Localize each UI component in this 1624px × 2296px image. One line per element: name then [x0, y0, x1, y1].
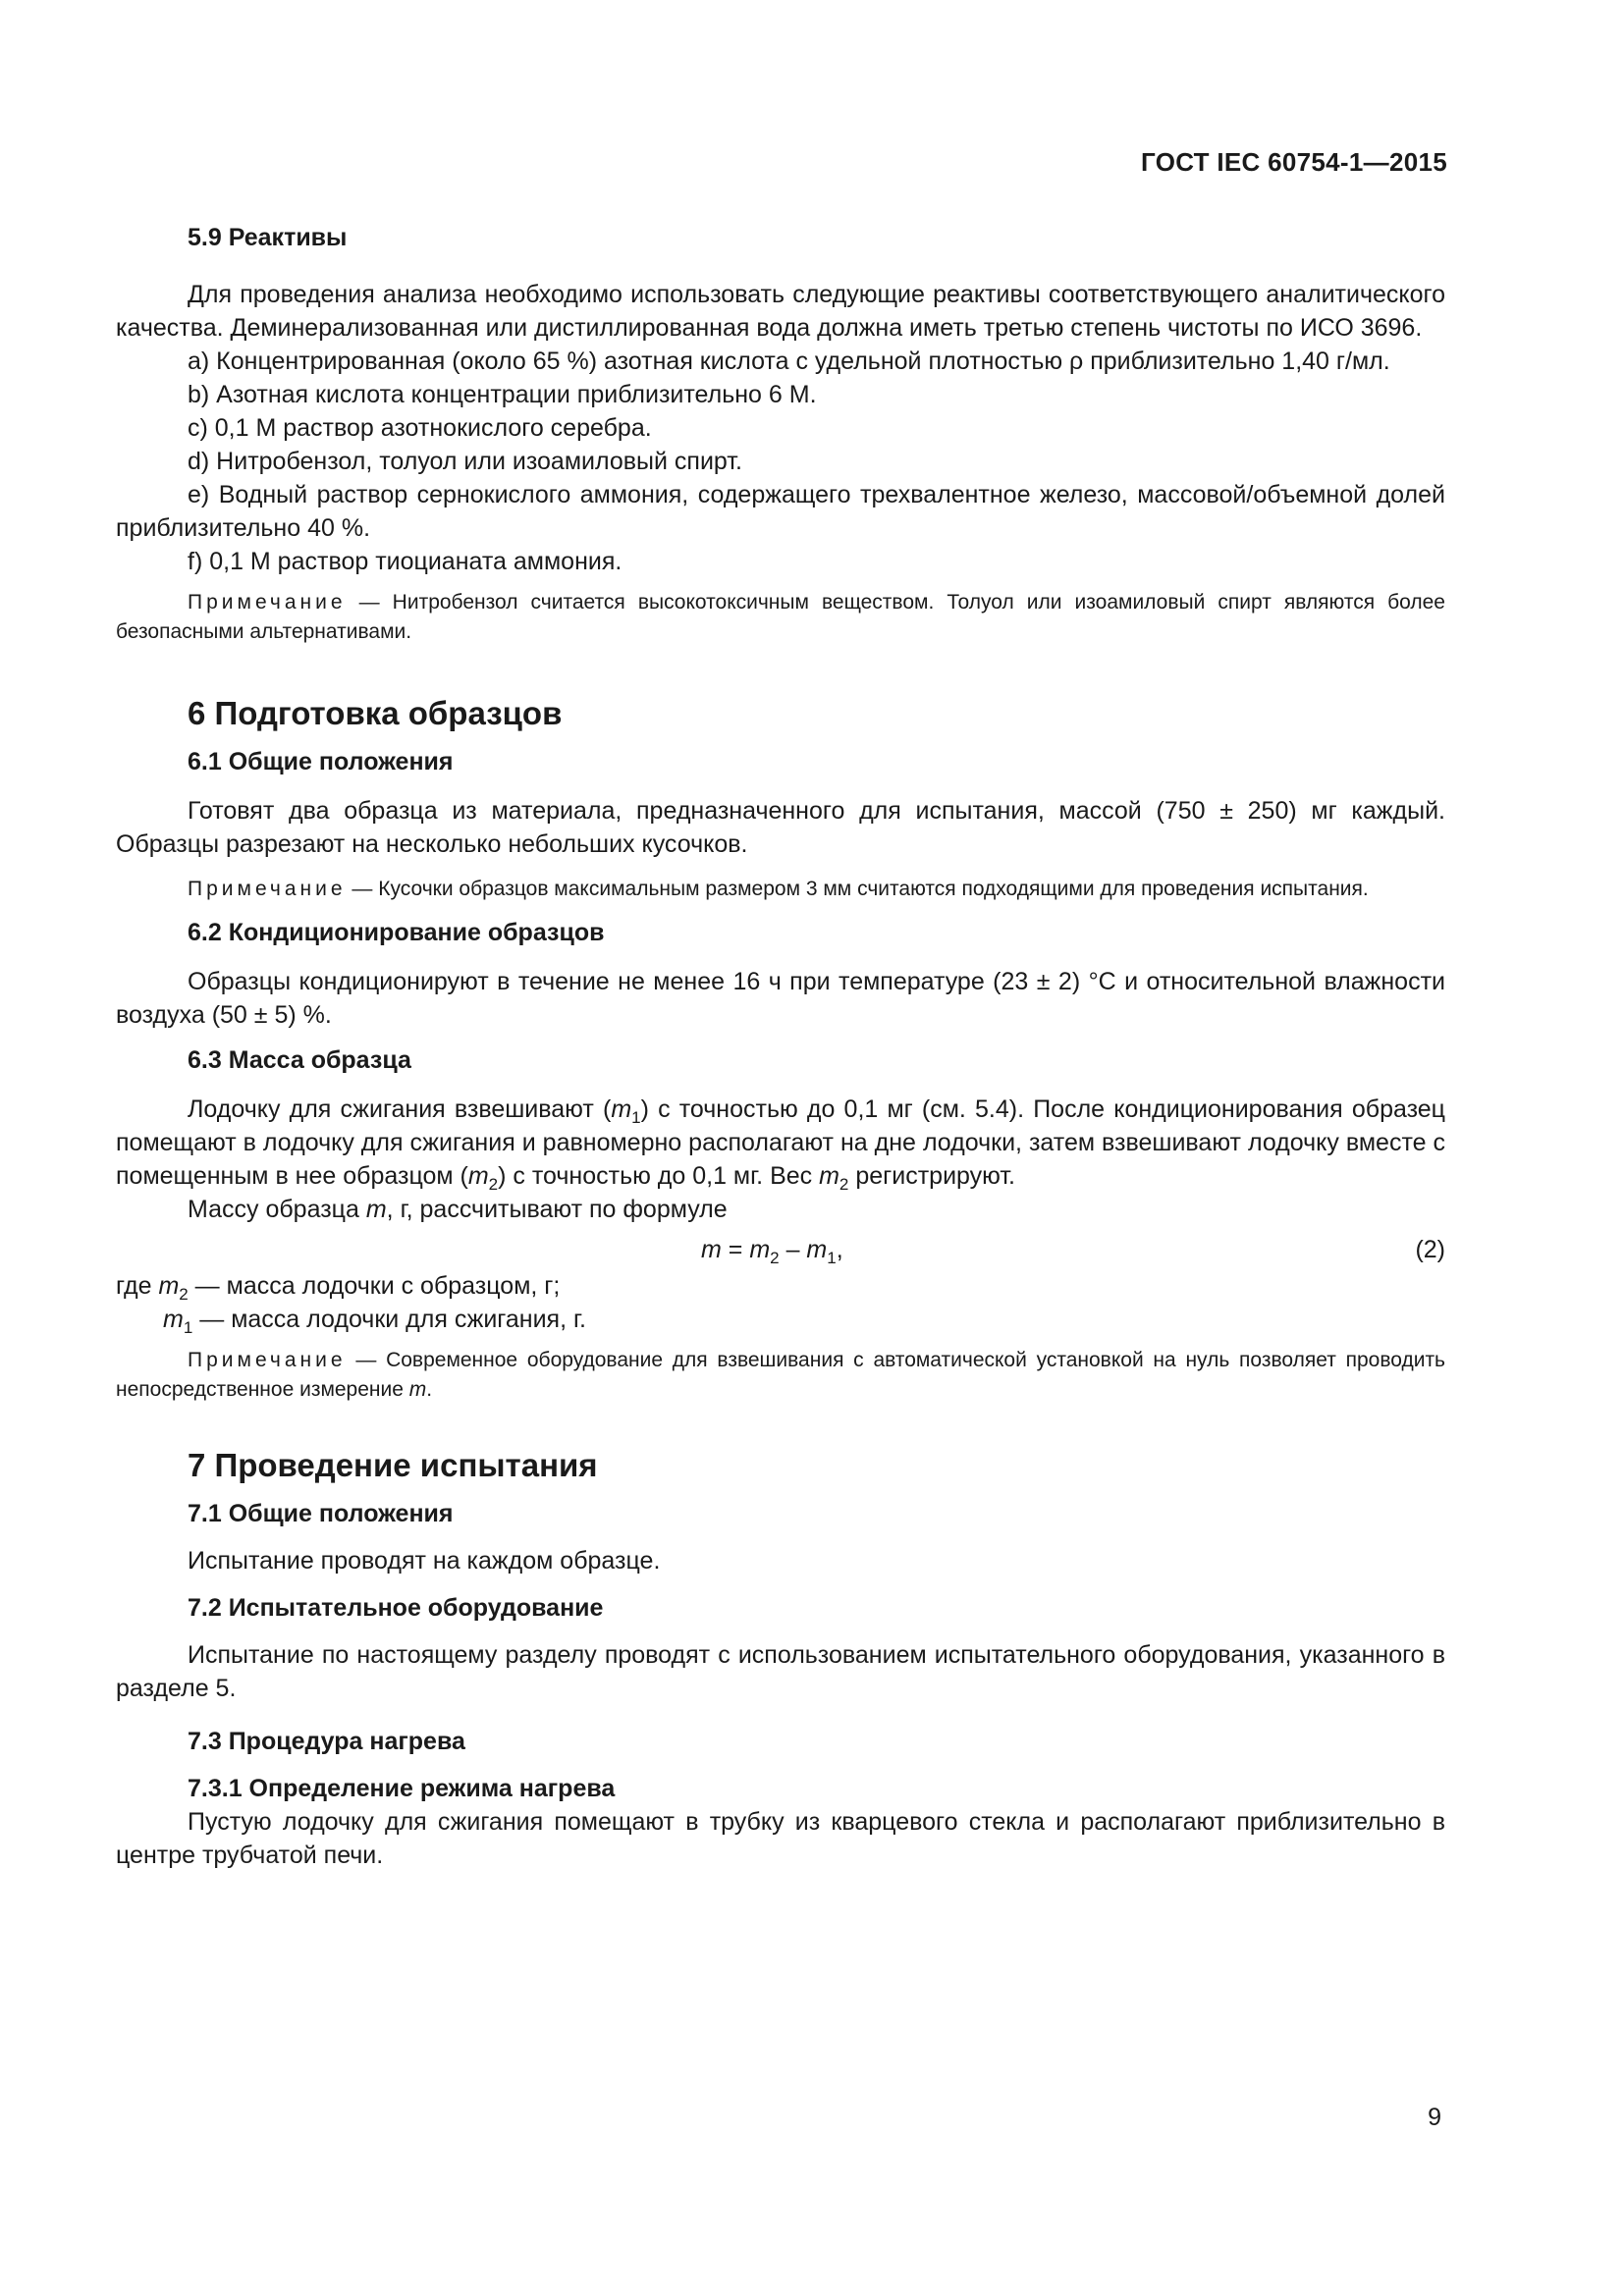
note-text: — Нитробензол считается высокотоксичным веществом. Толуол или изоамиловый спирт являются более безопасными альтернативами. [116, 591, 1445, 643]
reagent-item-d: d) Нитробензол, толуол или изоамиловый спирт. [188, 448, 742, 475]
reagent-item-b: b) Азотная кислота концентрации приблизительно 6 М. [188, 381, 817, 408]
note-label: Примечание [188, 878, 347, 900]
section-7-2-text: Испытание по настоящему разделу проводят с использованием испытательного оборудования, указанного в разделе 5. [116, 1641, 1445, 1702]
section-6-3-title: 6.3 Масса образца [188, 1046, 411, 1074]
document-code: ГОСТ IEC 60754-1—2015 [1141, 147, 1447, 177]
section-7-1-text: Испытание проводят на каждом образце. [188, 1547, 661, 1575]
reagent-item-e: e) Водный раствор сернокислого аммония, содержащего трехвалентное железо, массовой/объемной долей приблизительно 40 %. [116, 481, 1445, 542]
section-6-2-title: 6.2 Кондиционирование образцов [188, 919, 605, 946]
reagent-item-c: c) 0,1 М раствор азотнокислого серебра. [188, 414, 652, 442]
page-number: 9 [1428, 2104, 1441, 2131]
reagent-item-f: f) 0,1 М раствор тиоцианата аммония. [188, 548, 623, 575]
section-6-1-title: 6.1 Общие положения [188, 748, 454, 775]
formula-number: (2) [1415, 1236, 1445, 1263]
formula-where-m2: где $m_2$ — масса лодочки с образцом, г; [116, 1272, 561, 1304]
page-content [116, 221, 1445, 1872]
note-text: — Кусочки образцов максимальным размером 3 мм считаются подходящими для проведения испытания. [352, 878, 1369, 900]
reagent-item-a: a) Концентрированная (около 65 %) азотная кислота с удельной плотностью ρ приблизительно 1,40 г/мл. [188, 347, 1390, 375]
section-7-3-title: 7.3 Процедура нагрева [188, 1728, 465, 1755]
section-7-2-title: 7.2 Испытательное оборудование [188, 1594, 604, 1622]
note-label: Примечание [188, 1349, 347, 1371]
section-6-2-text: Образцы кондиционируют в течение не менее 16 ч при температуре (23 ± 2) °С и относительной влажности воздуха (50 ± 5) %. [116, 968, 1445, 1029]
section-7-3-1-text: Пустую лодочку для сжигания помещают в трубку из кварцевого стекла и располагают приблизительно в центре трубчатой печи. [116, 1808, 1445, 1869]
note-text: — Современное оборудование для взвешивания с автоматической установкой на нуль позволяет проводить непосредственное измерение [116, 1349, 1446, 1401]
section-5-9-title: 5.9 Реактивы [188, 224, 348, 251]
section-7-title: 7 Проведение испытания [188, 1447, 598, 1483]
formula-expression: $m = m_2 - m_1$, [701, 1236, 843, 1267]
section-7-3-1-title: 7.3.1 Определение режима нагрева [188, 1775, 616, 1802]
section-6-3-paragraph-2: Массу образца m, г, рассчитывают по формуле [188, 1196, 728, 1223]
section-6-1-text: Готовят два образца из материала, предназначенного для испытания, массой (750 ± 250) мг каждый. Образцы разрезают на несколько небольших кусочков. [116, 797, 1445, 858]
note-label: Примечание [188, 591, 347, 614]
section-6-title: 6 Подготовка образцов [188, 695, 563, 731]
section-5-9-intro: Для проведения анализа необходимо использовать следующие реактивы соответствующего аналитического качества. Деминерализованная или дистиллированная вода должна иметь третью степень чистоты по ИСО 3696. [116, 281, 1445, 342]
section-6-3-paragraph-1: Лодочку для сжигания взвешивают $(m_1)$ с точностью до 0,1 мг (см. 5.4). После кондиционирования образец помещают в лодочку для сжигания и равномерно располагают на дне лодочки, затем взвешивают лодочку вместе с помещенным в нее образцом $(m_2)$ с точностью до 0,1 мг. Вес $m_2$ регистрируют. [116, 1095, 1445, 1194]
section-6-3-note: Примечание — Современное оборудование для взвешивания с автоматической установкой на нуль позволяет проводить непосредственное измерение m. [116, 1349, 1446, 1401]
section-5-9-note [116, 588, 1445, 647]
formula-2 [116, 1230, 1445, 1269]
section-7-1-title: 7.1 Общие положения [188, 1500, 454, 1527]
formula-where-m1: $m_1$ — масса лодочки для сжигания, г. [163, 1306, 586, 1337]
section-6-1-note [116, 875, 1445, 904]
